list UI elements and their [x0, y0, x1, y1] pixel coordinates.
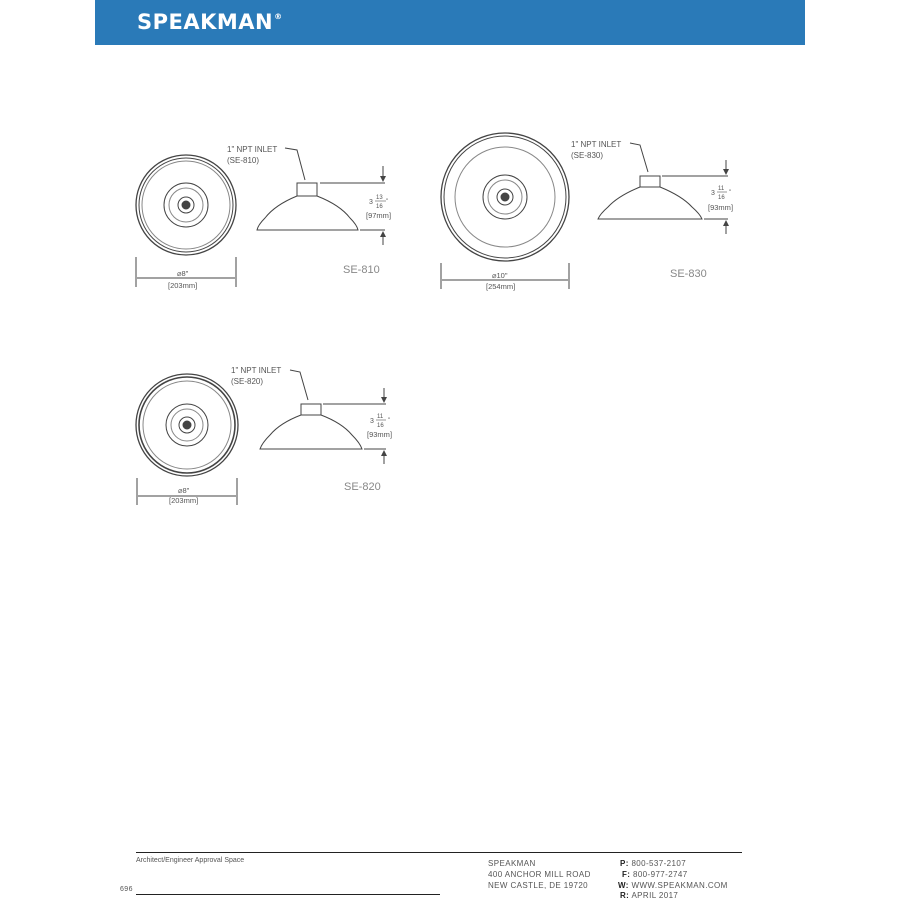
height-den-se-820: 16 — [377, 423, 384, 429]
model-label-se-820: SE-820 — [344, 481, 381, 493]
inlet-label-se-820: 1" NPT INLET — [231, 366, 282, 375]
height-whole-se-820: 3 — [370, 418, 374, 425]
registered-mark: ® — [274, 12, 283, 21]
page-number: 696 — [120, 886, 133, 893]
height-den-se-810: 16 — [376, 204, 383, 210]
inlet-model-se-830: (SE-830) — [571, 151, 604, 160]
inlet-model-se-820: (SE-820) — [231, 377, 264, 386]
footer-address-line1: 400 ANCHOR MILL ROAD — [488, 870, 591, 879]
diameter-mm-se-810: [203mm] — [168, 281, 198, 290]
top-view-se-820 — [136, 374, 238, 476]
labels-se-810 — [168, 145, 391, 290]
footer-revision: R: APRIL 2017 — [620, 891, 679, 900]
labels-se-820 — [169, 366, 392, 505]
model-label-se-810: SE-810 — [343, 264, 380, 276]
inlet-model-se-810: (SE-810) — [227, 156, 260, 165]
footer-top-rule — [136, 852, 742, 853]
top-view-se-830 — [441, 133, 569, 261]
inlet-label-se-810: 1" NPT INLET — [227, 145, 278, 154]
side-view-se-810 — [257, 183, 358, 230]
model-label-se-830: SE-830 — [670, 268, 707, 280]
footer-company: SPEAKMAN — [488, 859, 536, 868]
inlet-label-se-830: 1" NPT INLET — [571, 140, 622, 149]
diameter-se-810: ⌀8" — [177, 269, 189, 278]
footer-fax: F: 800-977-2747 — [622, 870, 688, 879]
diameter-se-820: ⌀8" — [178, 486, 190, 495]
height-mm-se-820: [93mm] — [367, 430, 393, 439]
height-num-se-820: 11 — [377, 414, 384, 420]
footer-website[interactable]: W: WWW.SPEAKMAN.COM — [618, 881, 728, 890]
height-whole-se-830: 3 — [711, 190, 715, 197]
diameter-mm-se-830: [254mm] — [486, 282, 516, 291]
side-view-se-820 — [260, 404, 362, 449]
height-den-se-830: 16 — [718, 195, 725, 201]
diameter-mm-se-820: [203mm] — [169, 496, 199, 505]
height-num-se-830: 11 — [718, 186, 725, 192]
labels-se-830 — [486, 140, 733, 291]
height-num-se-810: 13 — [376, 195, 383, 201]
height-mm-se-830: [93mm] — [708, 203, 734, 212]
footer-address-line2: NEW CASTLE, DE 19720 — [488, 881, 589, 890]
footer-phone: P: 800-537-2107 — [620, 859, 687, 868]
svg-text:": " — [386, 199, 389, 205]
diameter-se-830: ⌀10" — [492, 271, 508, 280]
svg-text:": " — [388, 418, 391, 424]
svg-text:": " — [729, 190, 732, 196]
height-whole-se-810: 3 — [369, 199, 373, 206]
side-view-se-830 — [598, 176, 702, 219]
approval-label: Architect/Engineer Approval Space — [136, 857, 245, 864]
approval-signature-line — [136, 894, 440, 895]
brand-name: SPEAKMAN — [137, 10, 274, 34]
top-view-se-810 — [136, 155, 236, 255]
height-mm-se-810: [97mm] — [366, 211, 392, 220]
